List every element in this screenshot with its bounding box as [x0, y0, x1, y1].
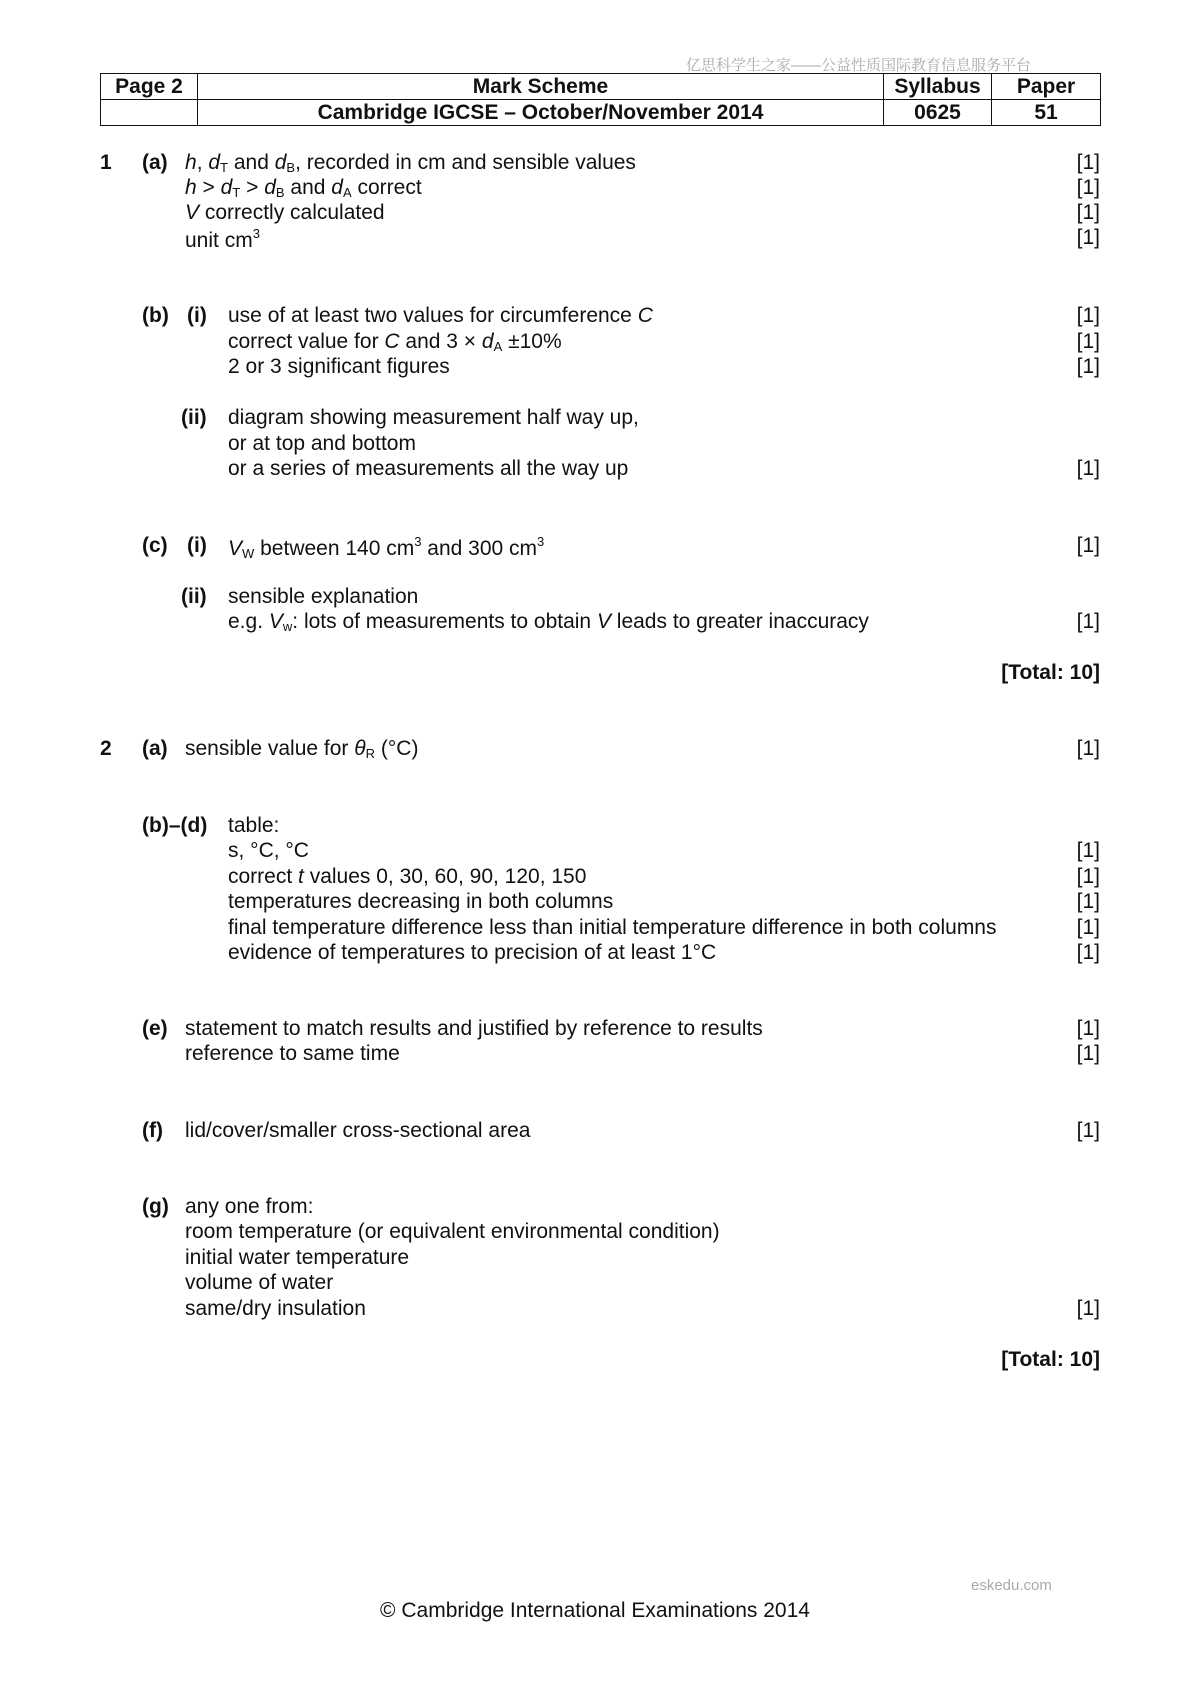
mark-line: final temperature difference less than initial temperature difference in both columns: [228, 916, 997, 939]
watermark-top: 亿思科学生之家——公益性质国际教育信息服务平台: [686, 57, 1032, 74]
document-title: Mark Scheme: [198, 74, 884, 100]
mark-line: 2 or 3 significant figures: [228, 355, 450, 378]
mark-value: [1]: [1076, 176, 1100, 199]
mark-line: correct value for C and $3 \times d_A \pm 10\%$: [228, 330, 562, 354]
question-number: 2: [100, 737, 112, 760]
mark-line: volume of water: [185, 1271, 334, 1294]
mark-line: or at top and bottom: [228, 432, 416, 455]
subpart-label: (ii): [181, 406, 207, 429]
mark-value: [1]: [1076, 1017, 1100, 1040]
part-label: (c): [142, 534, 168, 557]
subpart-label: (i): [187, 534, 207, 557]
mark-value: [1]: [1076, 457, 1100, 480]
syllabus-code: 0625: [884, 100, 992, 126]
mark-line: $h > d_T > d_B$ and $d_A$ correct: [185, 176, 422, 200]
mark-line: unit $cm^3$: [185, 226, 260, 252]
mark-value: [1]: [1076, 1042, 1100, 1065]
mark-value: [1]: [1076, 916, 1100, 939]
mark-line: lid/cover/smaller cross-sectional area: [185, 1119, 531, 1142]
mark-line: initial water temperature: [185, 1246, 410, 1269]
mark-line: diagram showing measurement half way up,: [228, 406, 639, 429]
mark-line: $V_W$ between 140 $cm^3$ and 300 $cm^3$: [228, 534, 545, 561]
subpart-label: (ii): [181, 585, 207, 608]
mark-line: evidence of temperatures to precision of at least 1°C: [228, 941, 717, 964]
part-label: (a): [142, 151, 168, 174]
syllabus-label: Syllabus: [884, 74, 992, 100]
mark-value: [1]: [1076, 151, 1100, 174]
mark-line: table:: [228, 814, 280, 837]
mark-value: [1]: [1076, 890, 1100, 913]
mark-value: [1]: [1076, 355, 1100, 378]
part-label: (b)–(d): [142, 814, 208, 837]
header-table: [100, 73, 1101, 126]
mark-line: sensible value for $\theta_R$ (°C): [185, 737, 419, 761]
part-label: (a): [142, 737, 168, 760]
mark-line: s, °C, °C: [228, 839, 309, 862]
mark-value: [1]: [1076, 737, 1100, 760]
total-marks: [Total: 10]: [1001, 1348, 1100, 1371]
part-label: (f): [142, 1119, 163, 1142]
mark-line: or a series of measurements all the way up: [228, 457, 629, 480]
mark-line: sensible explanation: [228, 585, 419, 608]
part-label: (e): [142, 1017, 168, 1040]
header-empty-cell: [101, 100, 198, 126]
copyright-footer: © Cambridge International Examinations 2014: [380, 1599, 810, 1622]
mark-line: same/dry insulation: [185, 1297, 366, 1320]
mark-line: e.g. $V_w$: lots of measurements to obtain V leads to greater inaccuracy: [228, 610, 869, 634]
paper-number: 51: [992, 100, 1101, 126]
subpart-label: (i): [187, 304, 207, 327]
question-number: 1: [100, 151, 112, 174]
page-number: Page 2: [101, 74, 198, 100]
part-label: (b): [142, 304, 169, 327]
mark-line: reference to same time: [185, 1042, 400, 1065]
mark-value: [1]: [1076, 865, 1100, 888]
mark-value: [1]: [1076, 201, 1100, 224]
mark-value: [1]: [1076, 1297, 1100, 1320]
mark-line: V correctly calculated: [185, 201, 385, 224]
mark-value: [1]: [1076, 839, 1100, 862]
mark-line: h, $d_T$ and $d_B$, recorded in cm and sensible values: [185, 151, 636, 175]
total-marks: [Total: 10]: [1001, 661, 1100, 684]
mark-value: [1]: [1076, 941, 1100, 964]
mark-line: statement to match results and justified by reference to results: [185, 1017, 763, 1040]
mark-value: [1]: [1076, 330, 1100, 353]
mark-line: temperatures decreasing in both columns: [228, 890, 614, 913]
mark-line: correct t values 0, 30, 60, 90, 120, 150: [228, 865, 587, 888]
paper-label: Paper: [992, 74, 1101, 100]
mark-line: room temperature (or equivalent environmental condition): [185, 1220, 720, 1243]
watermark-bottom: eskedu.com: [971, 1577, 1052, 1594]
mark-line: use of at least two values for circumference C: [228, 304, 653, 327]
exam-session: Cambridge IGCSE – October/November 2014: [198, 100, 884, 126]
mark-value: [1]: [1076, 610, 1100, 633]
mark-line: any one from:: [185, 1195, 314, 1218]
part-label: (g): [142, 1195, 169, 1218]
mark-value: [1]: [1076, 1119, 1100, 1142]
mark-value: [1]: [1076, 304, 1100, 327]
mark-value: [1]: [1076, 534, 1100, 557]
mark-value: [1]: [1076, 226, 1100, 249]
